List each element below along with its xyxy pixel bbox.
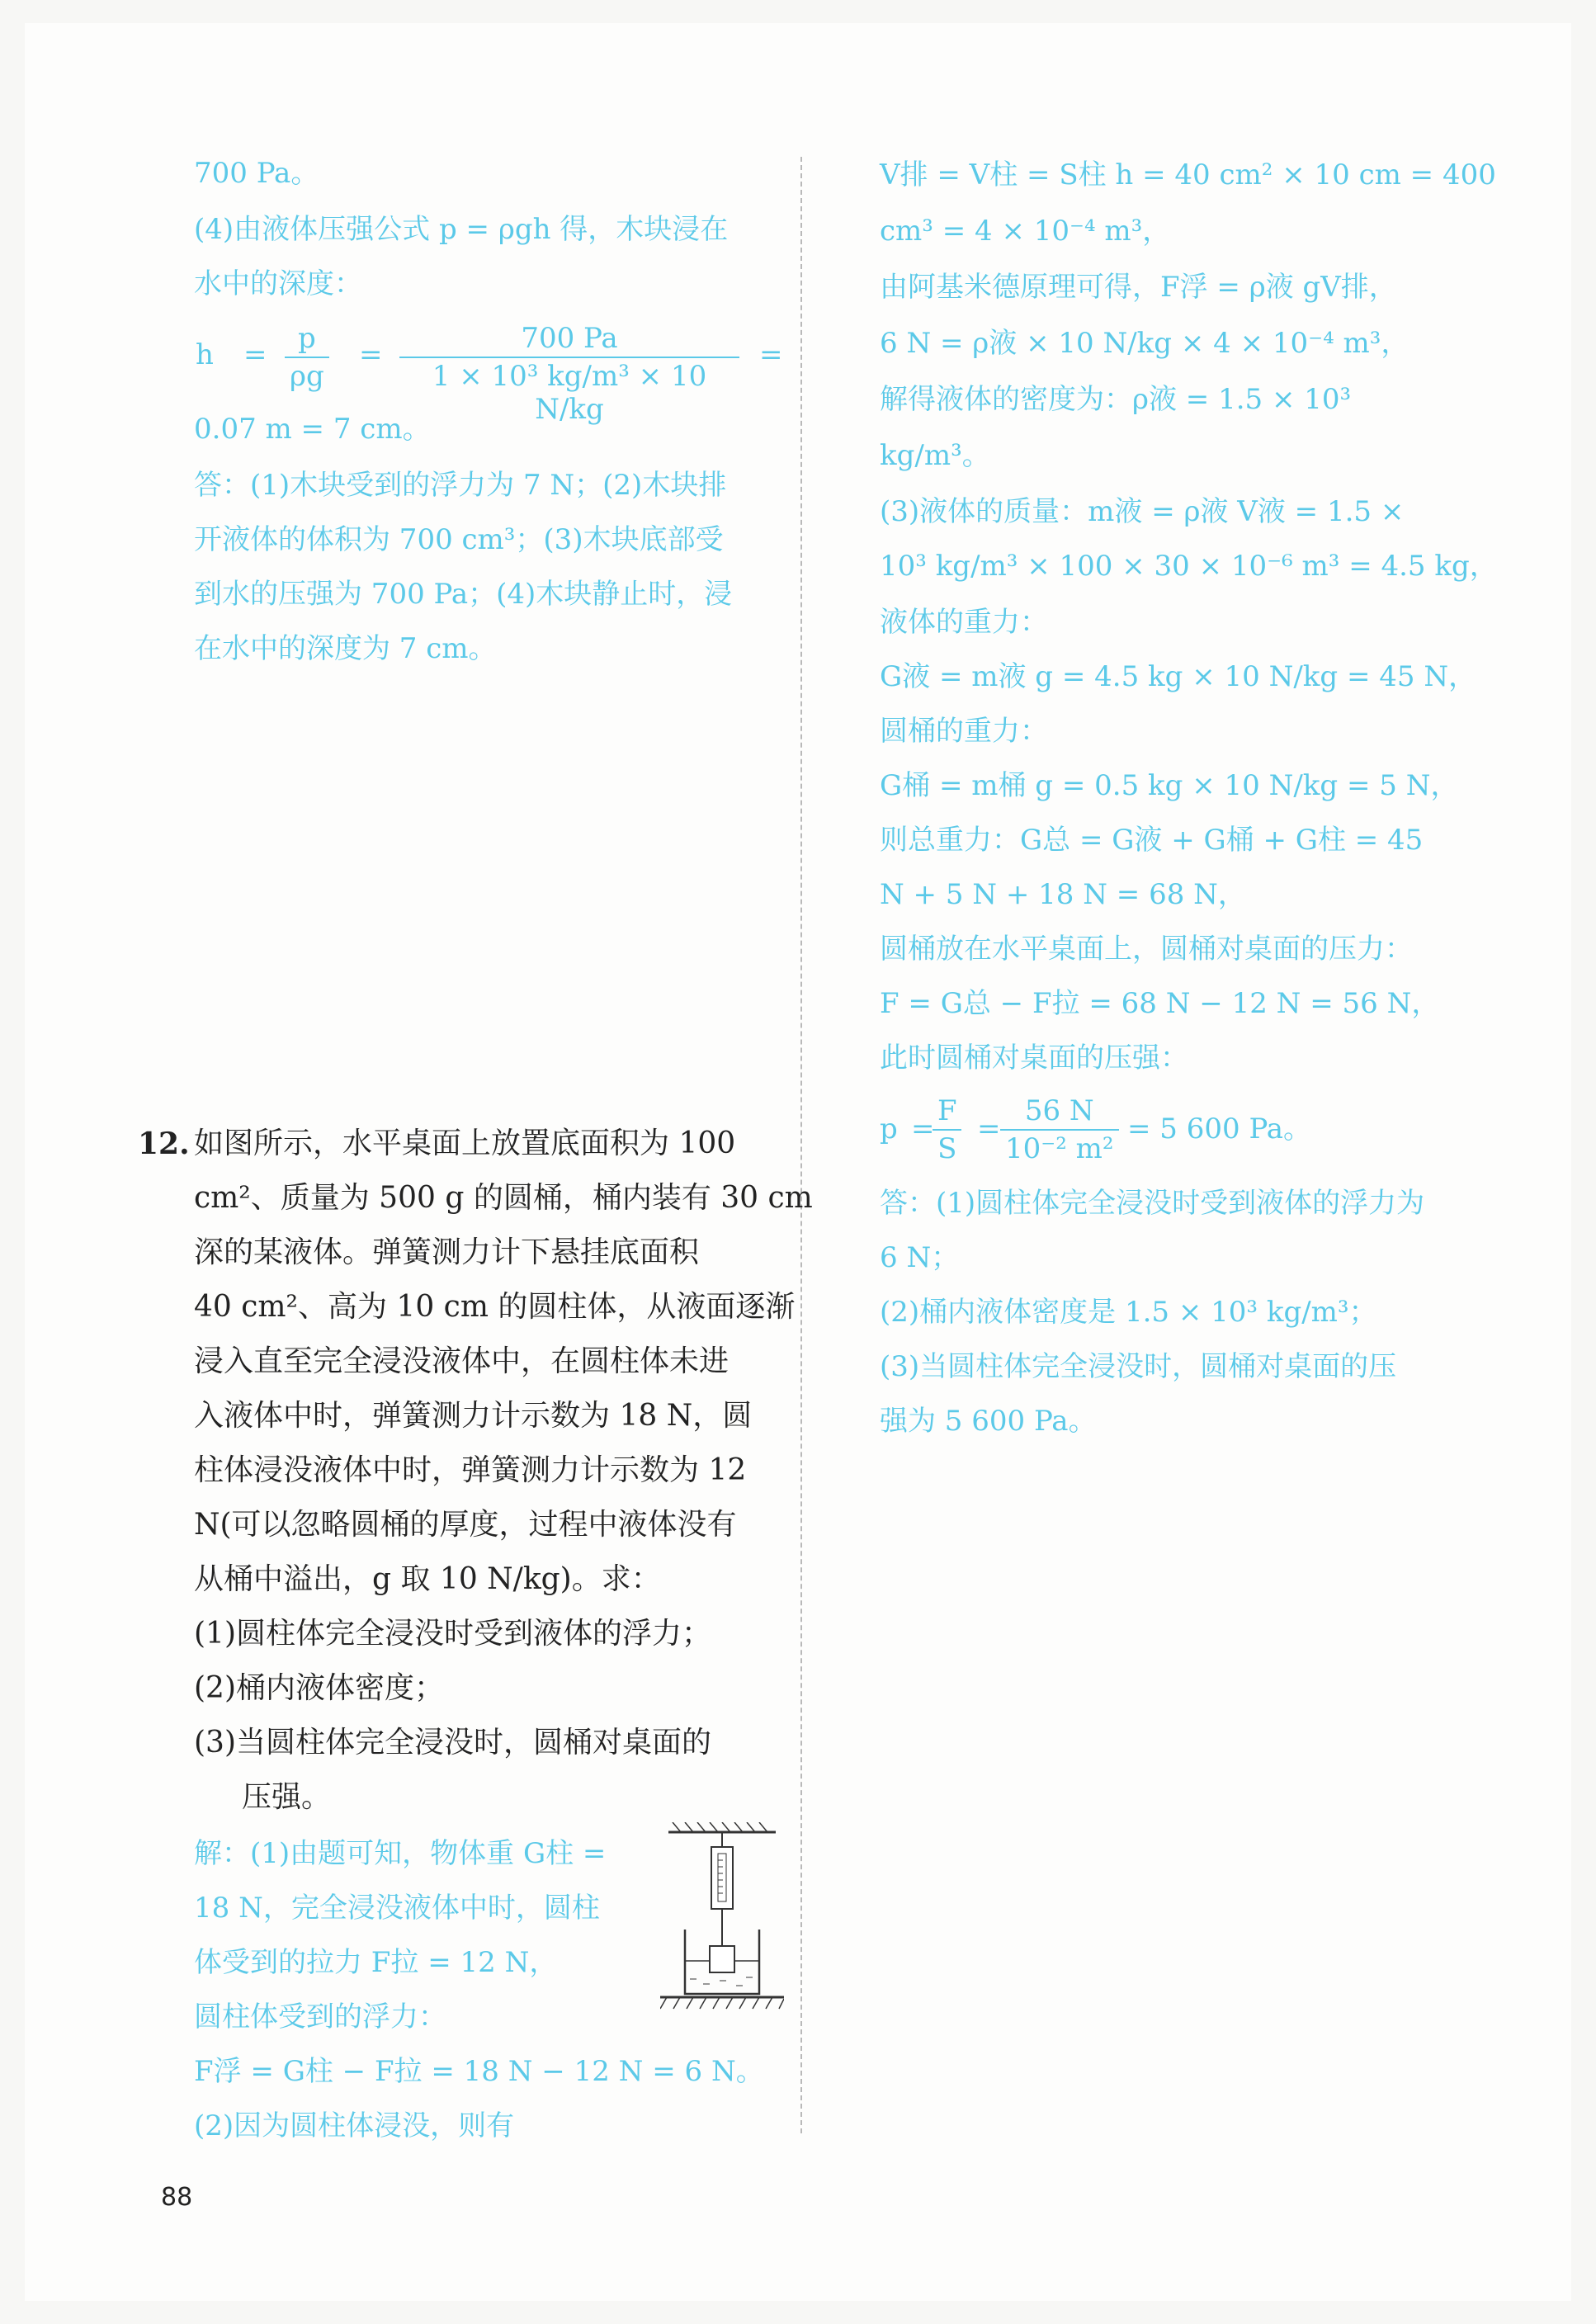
question-number: 12. [138, 1127, 190, 1161]
question-text: 如图所示，水平桌面上放置底面积为 100 [194, 1127, 736, 1160]
answer-line: 开液体的体积为 700 cm³；(3)木块底部受 [194, 523, 724, 556]
solution-line: 圆柱体受到的浮力： [194, 2000, 446, 2034]
question-line: 浸入直至完全浸没液体中，在圆柱体未进 [194, 1344, 730, 1378]
fraction [1000, 1094, 1119, 1165]
question-line: N(可以忽略圆桶的厚度，过程中液体没有 [194, 1508, 737, 1542]
fraction-numerator: 56 N [1024, 1094, 1094, 1127]
solution-line: 18 N，完全浸没液体中时，圆柱 [194, 1892, 600, 1925]
fraction-denominator: ρg [285, 357, 329, 393]
answer-line: 6 N； [880, 1241, 960, 1274]
question-line [138, 1126, 736, 1162]
solution-line: 由阿基米德原理可得，F浮 = ρ液 gV排， [880, 271, 1397, 304]
answer-line: 水中的深度： [194, 267, 362, 300]
equation-symbol: = [359, 338, 383, 371]
equation-symbol: p [880, 1112, 898, 1145]
solution-line: 此时圆桶对桌面的压强： [880, 1042, 1188, 1075]
solution-line: V排 = V柱 = S柱 h = 40 cm² × 10 cm = 400 [880, 158, 1496, 191]
solution-line: 体受到的拉力 F拉 = 12 N， [194, 1946, 558, 1979]
answer-line: 在水中的深度为 7 cm。 [194, 632, 497, 665]
solution-line: 10³ kg/m³ × 100 × 30 × 10⁻⁶ m³ = 4.5 kg， [880, 550, 1498, 583]
fraction [933, 1094, 962, 1165]
answer-line: 答：(1)木块受到的浮力为 7 N；(2)木块排 [194, 469, 727, 502]
answer-line: 700 Pa。 [194, 157, 319, 190]
solution-line: 圆桶的重力： [880, 715, 1048, 748]
answer-line: 答：(1)圆柱体完全浸没时受到液体的浮力为 [880, 1187, 1425, 1220]
answer-line: 强为 5 600 Pa。 [880, 1405, 1097, 1438]
question-line: 入液体中时，弹簧测力计示数为 18 N，圆 [194, 1399, 753, 1433]
question-line: 从桶中溢出，g 取 10 N/kg)。求： [194, 1562, 661, 1596]
fraction-denominator: 10⁻² m² [1000, 1129, 1119, 1165]
fraction [404, 322, 734, 426]
spring-scale-figure [660, 1822, 784, 2020]
fraction-numerator: F [937, 1094, 957, 1127]
solution-line: G桶 = m桶 g = 0.5 kg × 10 N/kg = 5 N， [880, 769, 1459, 802]
solution-line: 液体的重力： [880, 606, 1048, 639]
equation-symbol: = [243, 338, 267, 371]
fraction-numerator: 700 Pa [521, 322, 618, 355]
fraction [285, 322, 329, 393]
solution-line: 解：(1)由题可知，物体重 G柱 = [194, 1837, 607, 1870]
fraction-numerator: p [298, 322, 316, 355]
solution-line: 6 N = ρ液 × 10 N/kg × 4 × 10⁻⁴ m³， [880, 327, 1409, 360]
equation-result: = 5 600 Pa。 [1127, 1112, 1312, 1145]
column-divider [800, 157, 802, 2133]
solution-line: G液 = m液 g = 4.5 kg × 10 N/kg = 45 N， [880, 660, 1477, 693]
solution-line: (3)液体的质量：m液 = ρ液 V液 = 1.5 × [880, 495, 1405, 528]
equation-symbol: = [759, 338, 783, 371]
sub-question: (1)圆柱体完全浸没时受到液体的浮力； [194, 1617, 711, 1651]
equation-symbol: h [196, 338, 214, 371]
solution-line: 则总重力：G总 = G液 + G桶 + G柱 = 45 [880, 824, 1424, 857]
equation-symbol: = [977, 1112, 1001, 1145]
answer-line: (2)桶内液体密度是 1.5 × 10³ kg/m³； [880, 1296, 1377, 1329]
question-line: 深的某液体。弹簧测力计下悬挂底面积 [194, 1235, 700, 1269]
page-number: 88 [161, 2183, 193, 2212]
answer-line: 0.07 m = 7 cm。 [194, 413, 431, 446]
question-line: 40 cm²、高为 10 cm 的圆柱体，从液面逐渐 [194, 1290, 796, 1324]
solution-line: N + 5 N + 18 N = 68 N， [880, 878, 1246, 911]
solution-line: 圆桶放在水平桌面上，圆桶对桌面的压力： [880, 933, 1413, 966]
fraction-denominator: S [933, 1129, 961, 1165]
sub-question: (3)当圆柱体完全浸没时，圆桶对桌面的 [194, 1726, 711, 1760]
answer-line: 到水的压强为 700 Pa；(4)木块静止时，浸 [194, 578, 733, 611]
solution-line: F浮 = G柱 − F拉 = 18 N − 12 N = 6 N。 [194, 2055, 764, 2088]
sub-question: 压强。 [242, 1780, 332, 1814]
solution-line: F = G总 − F拉 = 68 N − 12 N = 56 N， [880, 987, 1440, 1020]
sub-question: (2)桶内液体密度； [194, 1671, 444, 1705]
equation-symbol: = [911, 1112, 935, 1145]
solution-line: 解得液体的密度为：ρ液 = 1.5 × 10³ [880, 383, 1352, 416]
answer-line: (4)由液体压强公式 p = ρgh 得，木块浸在 [194, 213, 729, 246]
solution-line: cm³ = 4 × 10⁻⁴ m³， [880, 215, 1171, 248]
question-line: cm²、质量为 500 g 的圆桶，桶内装有 30 cm [194, 1181, 813, 1215]
solution-line: kg/m³。 [880, 439, 990, 472]
answer-line: (3)当圆柱体完全浸没时，圆桶对桌面的压 [880, 1350, 1397, 1383]
solution-line: (2)因为圆柱体浸没，则有 [194, 2109, 515, 2142]
fraction-denominator: 1 × 10³ kg/m³ × 10 N/kg [399, 357, 739, 426]
question-line: 柱体浸没液体中时，弹簧测力计示数为 12 [194, 1453, 747, 1487]
